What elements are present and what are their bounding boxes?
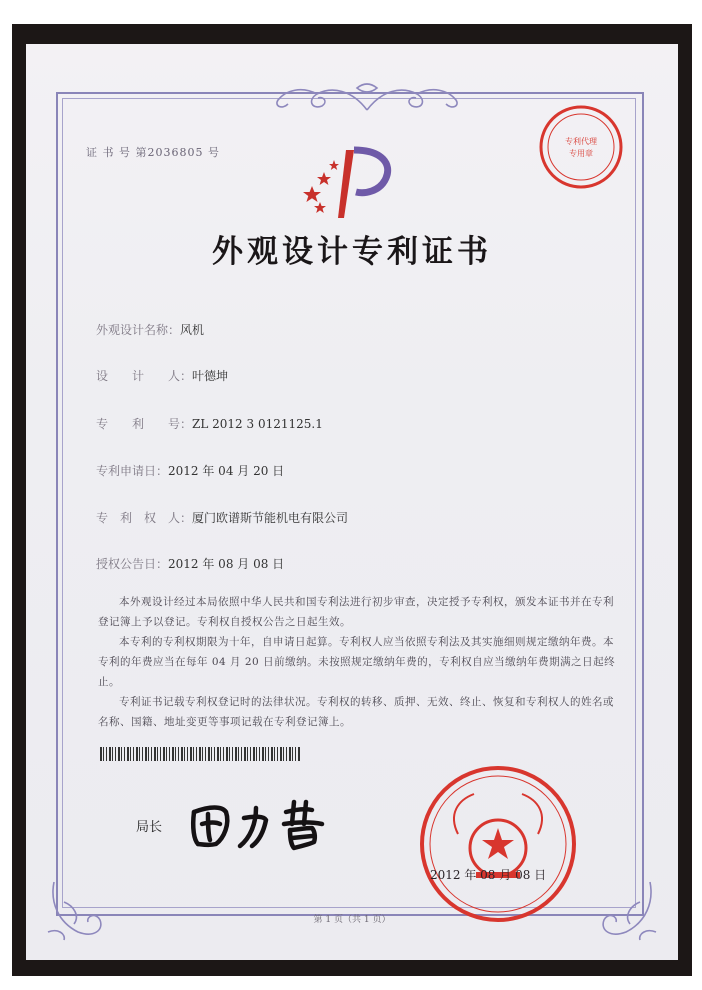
certificate-paper	[26, 44, 678, 960]
field-design-name	[96, 321, 204, 338]
field-patent-number	[96, 415, 323, 432]
corner-ornament-right	[590, 872, 660, 942]
agency-seal	[536, 102, 626, 192]
field-label: 专 利 权 人：	[96, 511, 193, 525]
field-value: 叶德坤	[192, 369, 229, 383]
issue-date: 2012 年 08 月 08 日	[430, 868, 547, 882]
office-seal	[418, 764, 578, 924]
svg-text:专利代理: 专利代理	[565, 137, 597, 146]
field-label: 专 利 号：	[96, 417, 193, 431]
field-value: 风机	[180, 323, 205, 337]
svg-text:专用章: 专用章	[569, 149, 593, 158]
field-patentee	[96, 509, 348, 526]
certificate-body	[98, 592, 618, 732]
director-signature	[186, 794, 356, 854]
field-label: 外观设计名称：	[96, 323, 181, 337]
top-ornament	[272, 80, 462, 114]
patent-office-logo	[302, 142, 394, 222]
field-label: 设 计 人：	[96, 369, 193, 383]
certificate-title: 外观设计专利证书	[212, 234, 492, 270]
field-value: 2012 年 04 月 20 日	[168, 464, 285, 478]
director-label: 局长	[136, 820, 163, 835]
field-value: 厦门欧谱斯节能机电有限公司	[192, 511, 349, 525]
field-value: ZL 2012 3 0121125.1	[192, 417, 323, 431]
body-paragraph: 本外观设计经过本局依照中华人民共和国专利法进行初步审查，决定授予专利权，颁发本证书并在专利登记簿上予以登记。专利权自授权公告之日起生效。	[98, 596, 614, 628]
corner-ornament-left	[44, 872, 114, 942]
barcode	[100, 747, 300, 761]
field-application-date	[96, 462, 284, 479]
field-value: 2012 年 08 月 08 日	[168, 557, 285, 571]
field-designer	[96, 367, 228, 384]
field-announcement-date	[96, 555, 284, 572]
body-paragraph: 专利证书记载专利权登记时的法律状况。专利权的转移、质押、无效、终止、恢复和专利权人的姓名或名称、国籍、地址变更等事项记载在专利登记簿上。	[98, 696, 614, 728]
body-paragraph: 本专利的专利权期限为十年，自申请日起算。专利权人应当依照专利法及其实施细则规定缴纳年费。本专利的年费应当在每年 04 月 20 日前缴纳。未按照规定缴纳年费的，专利权自应当缴纳年费期满之日起终止。	[98, 636, 616, 688]
field-label: 专利申请日：	[96, 464, 169, 478]
certificate-number: 证 书 号 第2036805 号	[86, 146, 220, 159]
page-number: 第 1 页（共 1 页）	[313, 915, 391, 925]
field-label: 授权公告日：	[96, 557, 169, 571]
